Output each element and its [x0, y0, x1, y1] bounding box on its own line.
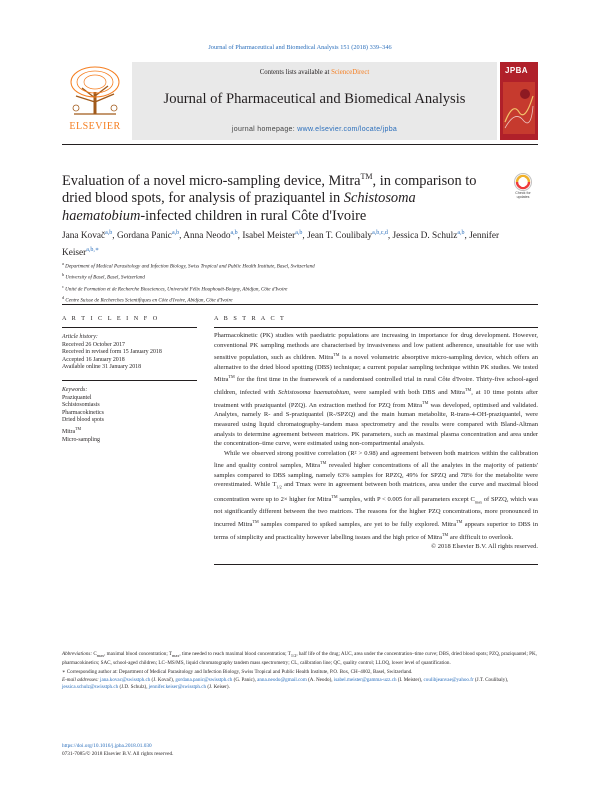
footnotes	[62, 651, 538, 692]
abstract-rule	[214, 327, 538, 328]
author-list: Jana Kovač$^{a,b}$, Gordana Panic$^{a,b}$, Anna Neodo$^{a,b}$, Isabel Meister$^{a,b}$, Jean T. Coulibaly$^{a,b,c,d}$, Jessica D. Schulz$^{a,b}$, Jennifer Keiser$^{a,b,∗}$	[62, 230, 500, 259]
author[interactable]: Anna Neodo$^{a,b}$	[183, 230, 238, 242]
article-info-rule	[62, 327, 197, 328]
journal-homepage	[132, 126, 497, 133]
affiliation: $^c$ Unité de Formation et de Recherche Biosciences, Université Félix Houphouët-Boigny, Abidjan, Côte d'Ivoire	[62, 283, 288, 293]
author[interactable]: Gordana Panic$^{a,b}$	[116, 230, 180, 242]
contents-prefix: Contents lists available at	[259, 69, 332, 76]
copyright-notice: © 2018 Elsevier B.V. All rights reserved.	[431, 543, 538, 551]
cover-title: JPBA	[505, 66, 528, 75]
abbreviations-footnote: Abbreviations: $C_{max}$, maximal blood concentration; $T_{max}$, time needed to reach maximal blood concentration; $T_{1/2}$, half life of the drug; AUC, area under the concentration–time curve; DBS, dried blood spots; PZQ, praziquantel; PK, pharmacokinetics; SAC, school-aged children; LC–MS/MS, liquid chromatography tandem mass spectrometry; CL, calibration line; QC, quality control; LLOQ, lower level of quantification.	[62, 651, 537, 666]
history-item: Received in revised form 15 January 2018	[62, 349, 162, 356]
homepage-link[interactable]: www.elsevier.com/locate/jpba	[297, 126, 398, 133]
abstract-end-rule	[214, 564, 538, 565]
affiliations	[62, 260, 538, 305]
affiliation: $^a$ Department of Medical Parasitology and Infection Biology, Swiss Tropical and Public Health Institute, Basel, Switzerland	[62, 261, 315, 270]
sciencedirect-link[interactable]: ScienceDirect	[331, 69, 370, 76]
affiliation: $^d$ Centre Suisse de Recherches Scientifiques en Côte d'Ivoire, Abidjan, Côte d'Ivoire	[62, 294, 233, 304]
email-link[interactable]: jana.kovac@swisstph.ch	[100, 676, 151, 683]
email-link[interactable]: gordana.panic@swisstph.ch	[175, 676, 233, 683]
journal-name: Journal of Pharmaceutical and Biomedical Analysis	[163, 91, 466, 107]
keyword: Dried blood spots	[62, 417, 104, 424]
keyword: Micro-sampling	[62, 436, 100, 443]
contents-line	[132, 69, 497, 76]
author[interactable]: Isabel Meister$^{a,b}$	[242, 230, 303, 242]
corresponding-author-footnote: ∗ Corresponding author at: Department of Medical Parasitology and Infection Biology, Swiss Tropical and Public Health Institute, P.O. Box, CH–4002, Basel, Switzerland.	[62, 669, 413, 676]
abstract-body	[214, 331, 538, 552]
homepage-label: journal homepage:	[231, 126, 298, 133]
cover-art-image	[503, 82, 535, 134]
article-info-heading: A R T I C L E I N F O	[62, 315, 160, 322]
author[interactable]: Jean T. Coulibaly$^{a,b,c,d}$	[307, 230, 388, 242]
email-footnote: E-mail addresses: jana.kovac@swisstph.ch (J. Kovač), gordana.panic@swisstph.ch (G. Panic), anna.neodo@gmail.com (A. Neodo), isabel.meister@gamma-uzz.ch (I. Meister), coulibjeanvae@yahoo.fr (J.T. Coulibaly), jessica.schulz@swisstph.ch (J.D. Schulz), jennifer.keiser@swisstph.ch (J. Keiser).	[62, 676, 509, 691]
abstract-heading: A B S T R A C T	[214, 315, 286, 322]
author[interactable]: Jessica D. Schulz$^{a,b}$	[392, 230, 465, 242]
abstract-paragraph: Pharmacokinetic (PK) studies with paediatric populations are increasing in importance for drug development. However, conventional PK sampling methods are characterised by invasiveness and low patient adherence, unsuitable for use with sensitive population, such as children. Mitra™ is a novel volumetric absorptive micro-sampling device, which offers an alternative to the dried blood spotting (DBS) technique; a current popular sampling technique within PK studies. We tested Mitra™ for the first time in the framework of a randomised controlled trial in rural Côte d'Ivoire. Thirty-five school-aged children, infected with Schistosoma haematobium, were sampled with both DBS and Mitra™, at 10 time points after treatment with praziquantel (PZQ). An extraction method for PZQ from Mitra™ was developed, optimised and validated. Analytes, namely R- and S-praziquantel (R-/SPZQ) and the main human metabolite, R-trans-4-OH-praziquantel, were measured using liquid chromatography–tandem mass spectrometry and the results were compared with Bland-Altman analysis to determine agreement between matrices. PK parameters, such as maximal plasma concentration and area under the concentration–time curve, were estimated using non-compartmental analysis.	[214, 332, 538, 448]
history-item: Available online 31 January 2018	[62, 364, 142, 371]
email-link[interactable]: anna.neodo@gmail.com	[257, 676, 307, 683]
email-link[interactable]: jennifer.keiser@swisstph.ch	[148, 684, 207, 691]
affiliation: $^b$ University of Basel, Basel, Switzerland	[62, 272, 145, 281]
keyword: Pharmacokinetics	[62, 409, 104, 416]
history-item: Received 26 October 2017	[62, 341, 125, 348]
article-info	[62, 334, 197, 444]
email-link[interactable]: jessica.schulz@swisstph.ch	[62, 684, 119, 691]
info-divider	[62, 380, 197, 382]
check-for-updates-badge[interactable]	[508, 172, 538, 206]
doi-block	[62, 742, 538, 758]
journal-citation[interactable]: Journal of Pharmaceutical and Biomedical Analysis 151 (2018) 339–346	[208, 44, 392, 51]
article-title: Evaluation of a novel micro-sampling device, Mitra™, in comparison to dried blood spots, for analysis of praziquantel in Schistosoma haematobium-infected children in rural Côte d'Ivoire	[62, 172, 477, 224]
doi-link[interactable]: https://doi.org/10.1016/j.jpba.2018.01.030	[62, 743, 152, 749]
header-rule	[62, 144, 538, 145]
author[interactable]: Jennifer Keiser$^{a,b,∗}$	[62, 231, 500, 259]
keywords-label: Keywords:	[62, 386, 88, 393]
author[interactable]: Jana Kovač$^{a,b}$	[62, 230, 113, 242]
keyword: Mitra™	[62, 425, 82, 435]
publisher-name: ELSEVIER	[69, 121, 121, 132]
issn-line: 0731-7085/© 2018 Elsevier B.V. All rights reserved.	[62, 751, 174, 757]
history-label: Article history:	[62, 334, 98, 340]
email-link[interactable]: coulibjeanvae@yahoo.fr	[423, 676, 474, 683]
abstract-paragraph: While we observed strong positive correlation (R² > 0.98) and agreement between both matrices within the calibration line and quality control samples, Mitra™ revealed higher concentrations of all the analytes in the majority of patients' samples compared to DBS sampling, namely 63% samples for RPZQ, 49% for SPZQ and 78% for the metabolite were overestimated. While $T_{1/2}$ and Tmax were in agreement between both matrices, area under the curve and maximal blood concentration were up to 2× higher for Mitra™ samples, with P < 0.005 for all parameters except $C_{max}$ of SPZQ, which was not significantly different between the two matrices. The reasons for the higher PZQ concentrations, more pronounced in incurred Mitra™ samples compared to spiked samples, are yet to be fully explored. Mitra™ appears superior to DBS in terms of simplicity and practicality however labelling issues and the high price of Mitra™ are difficult to overlook.	[214, 449, 538, 541]
keyword: Praziquantel	[62, 394, 92, 401]
keyword: Schistosomiasis	[62, 402, 100, 409]
email-link[interactable]: isabel.meister@gamma-uzz.ch	[333, 676, 397, 683]
check-for-updates-label: Check for updates	[515, 191, 531, 199]
history-item: Accepted 16 January 2018	[62, 356, 125, 363]
affiliations-rule	[62, 304, 538, 305]
